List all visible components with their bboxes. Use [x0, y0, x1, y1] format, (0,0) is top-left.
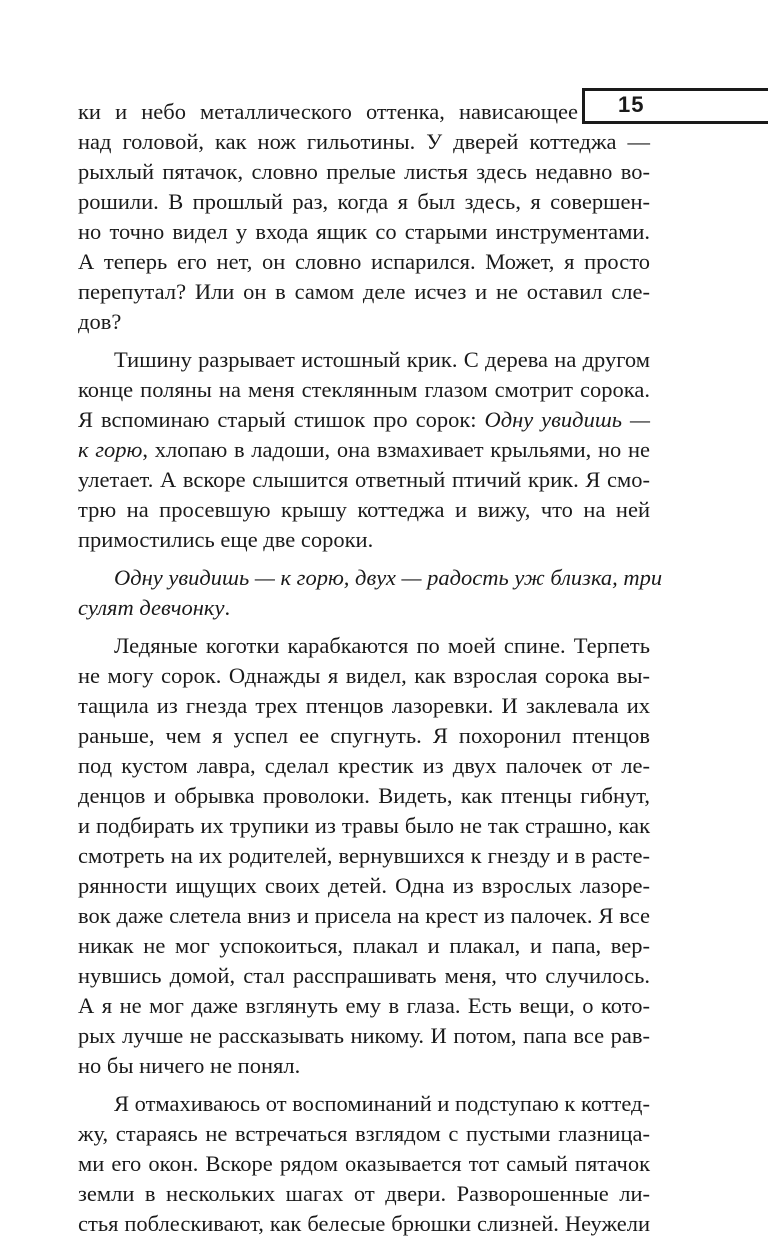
text-line: и подбирать их трупики из травы было не так страшно, как [78, 813, 650, 838]
text-line: смотреть на их родителей, вернувшихся к гнезду и в расте- [78, 843, 650, 868]
text-line: рыхлый пятачок, словно прелые листья здесь недавно во- [78, 159, 650, 184]
text-line: никак не мог успокоиться, плакал и плакал, и папа, вер- [78, 933, 650, 958]
text-line: А теперь его нет, он словно испарился. Может, я просто [78, 249, 650, 274]
text-line [78, 563, 663, 593]
italic-fragment: к горю [78, 437, 143, 462]
text-line [78, 593, 650, 623]
text-fragment: Я вспоминаю старый стишок про сорок: [78, 407, 485, 432]
text-line: трю на просевшую крышу коттеджа и вижу, что на ней [78, 497, 650, 522]
text-line: конце поляны на меня стеклянным глазом смотрит сорока. [78, 377, 650, 402]
text-fragment: , хлопаю в ладоши, она взмахивает крыльями, но не [142, 437, 651, 462]
text-line: рых лучше не рассказывать никому. И потом, папа все рав- [78, 1023, 650, 1048]
text-line: вок даже слетела вниз и присела на крест из палочек. Я все [78, 903, 650, 928]
text-line: денцов и обрывка проволоки. Видеть, как птенцы гибнут, [78, 783, 650, 808]
text-line [78, 435, 650, 465]
text-line: улетает. А вскоре слышится ответный птичий крик. Я смо- [78, 467, 650, 492]
text-line: ки и небо металлического оттенка, нависающее [78, 99, 578, 124]
text-line: тащила из гнезда трех птенцов лазоревки. И заклевала их [78, 693, 650, 718]
text-line: но бы ничего не понял. [78, 1053, 301, 1078]
text-line: земли в нескольких шагах от двери. Разворошенные ли- [78, 1181, 650, 1206]
text-line: Я отмахиваюсь от воспоминаний и подступаю к коттед- [114, 1091, 650, 1116]
text-line: Тишину разрывает истошный крик. С дерева на другом [114, 347, 650, 372]
italic-fragment: сулят девчонку [78, 595, 225, 620]
text-line: не могу сорок. Однажды я видел, как взрослая сорока вы- [78, 663, 650, 688]
text-line: ми его окон. Вскоре рядом оказывается тот самый пятачок [78, 1151, 650, 1176]
text-line: рошили. В прошлый раз, когда я был здесь, я совершен- [78, 189, 650, 214]
text-line [78, 405, 650, 435]
text-line: под кустом лавра, сделал крестик из двух палочек от ле- [78, 753, 650, 778]
text-line: рянности ищущих своих детей. Одна из взрослых лазоре- [78, 873, 650, 898]
text-line: стья поблескивают, как белесые брюшки слизней. Неужели [78, 1211, 650, 1236]
body-text [78, 97, 663, 1239]
text-line: дов? [78, 309, 122, 334]
text-line: нувшись домой, стал расспрашивать меня, что случилось. [78, 963, 650, 988]
text-line: но точно видел у входа ящик со старыми инструментами. [78, 219, 650, 244]
text-fragment: . [224, 595, 231, 620]
page-number: 15 [618, 92, 645, 117]
text-line: раньше, чем я успел ее спугнуть. Я похоронил птенцов [78, 723, 650, 748]
text-line: А я не мог даже взглянуть ему в глаза. Есть вещи, о кото- [78, 993, 650, 1018]
text-line: Ледяные коготки карабкаются по моей спине. Терпеть [114, 633, 650, 658]
italic-fragment: Одну увидишь — к горю, двух — радость уж близка, три [114, 565, 663, 590]
text-line: над головой, как нож гильотины. У дверей коттеджа — [78, 129, 650, 154]
text-line: перепутал? Или он в самом деле исчез и не оставил сле- [78, 279, 650, 304]
text-line: жу, стараясь не встречаться взглядом с пустыми глазница- [78, 1121, 650, 1146]
text-line: примостились еще две сороки. [78, 527, 374, 552]
italic-fragment: Одну увидишь — [484, 407, 650, 432]
